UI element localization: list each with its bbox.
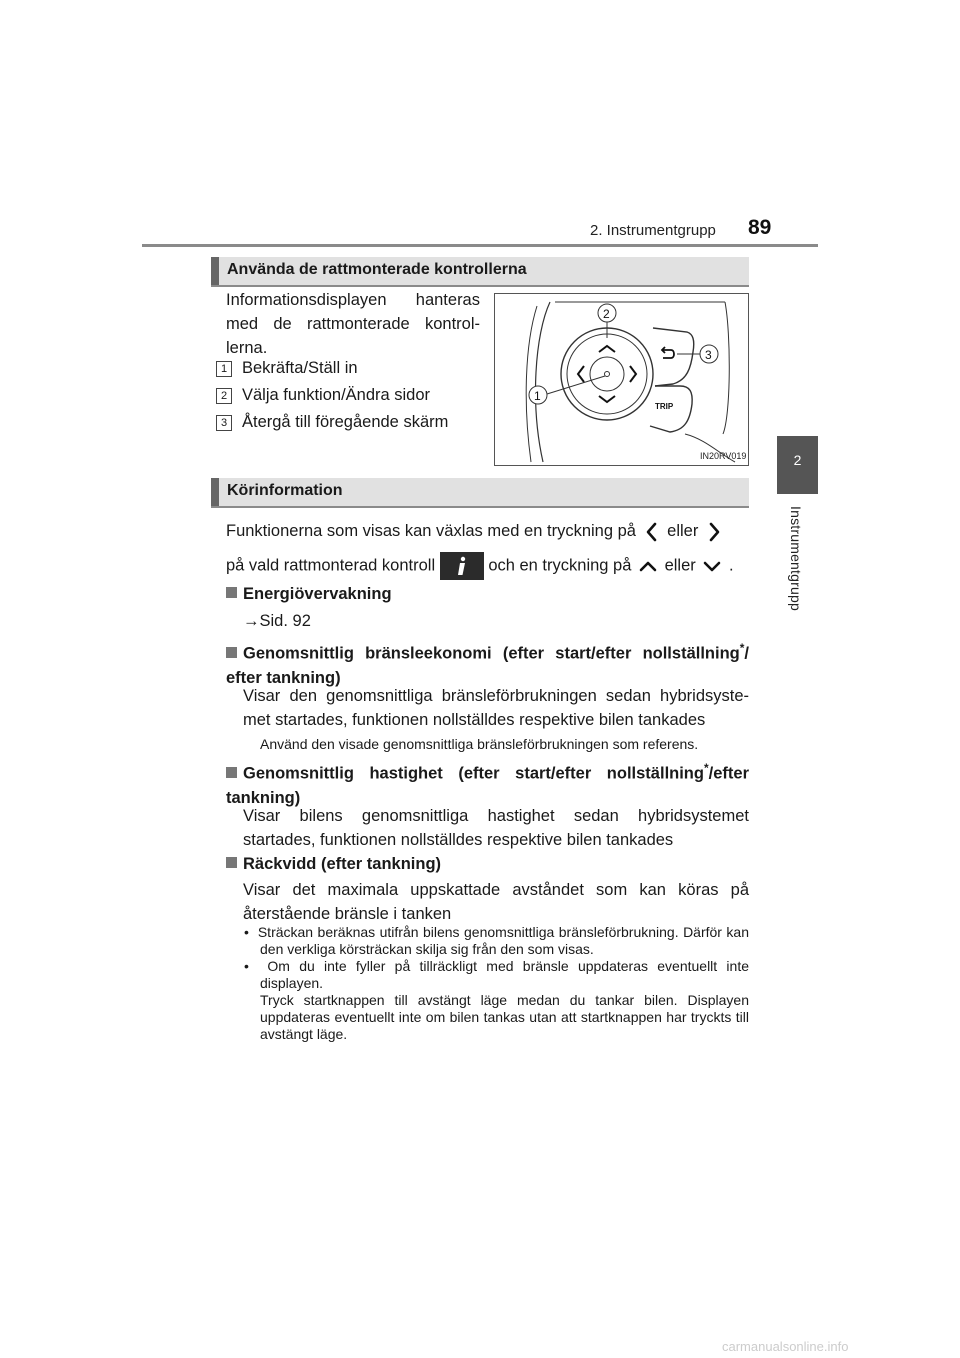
chapter-tab-label: Instrumentgrupp bbox=[788, 506, 804, 611]
chevron-down-icon bbox=[700, 556, 724, 576]
section-heading-controls bbox=[211, 257, 749, 285]
intro-paragraph: Informationsdisplayen hanteras med de rattmonterade kontrol-lerna. bbox=[226, 291, 480, 357]
list-item bbox=[216, 386, 430, 405]
trip-button-label: TRIP bbox=[655, 402, 674, 411]
list-item bbox=[216, 359, 358, 378]
page-number: 89 bbox=[748, 216, 772, 239]
chevron-left-icon bbox=[641, 520, 663, 544]
header-rule bbox=[142, 244, 818, 247]
switch-instructions-line-2: på vald rattmonterad kontroll och en tryckning på eller . bbox=[226, 552, 734, 580]
watermark: carmanualsonline.info bbox=[722, 1339, 849, 1354]
running-header-section: 2. Instrumentgrupp bbox=[590, 222, 716, 239]
list-item-text: Välja funktion/Ändra sidor bbox=[242, 386, 431, 404]
switch-instructions-line-1: Funktionerna som visas kan växlas med en tryckning på eller bbox=[226, 519, 725, 544]
steering-switch-illustration bbox=[495, 294, 748, 465]
figure-code: IN20RV019 bbox=[700, 451, 747, 461]
square-bullet-icon bbox=[226, 587, 237, 598]
item-body-speed: Visar bilens genomsnittliga hastighet sedan hybridsystemet startades, funktionen nollställdes respektive bilen tankades bbox=[243, 807, 749, 849]
item-body-range: Visar det maximala uppskattade avståndet som kan köras på återstående bränsle i tanken bbox=[243, 881, 749, 923]
chevron-right-icon bbox=[703, 520, 725, 544]
square-bullet-icon bbox=[226, 767, 237, 778]
section-heading-drive-info bbox=[211, 478, 749, 506]
item-heading-speed: Genomsnittlig hastighet (efter start/efter nollställning*/efter tankning) bbox=[226, 761, 749, 807]
callout-number: 2 bbox=[216, 388, 232, 404]
item-heading-range: Räckvidd (efter tankning) bbox=[226, 852, 749, 876]
chapter-tab-number: 2 bbox=[793, 452, 802, 468]
callout-number: 1 bbox=[216, 361, 232, 377]
item-heading-energy: Energiövervakning bbox=[226, 582, 749, 606]
section-title: Körinformation bbox=[227, 482, 343, 499]
list-item: • Om du inte fyller på tillräckligt med bränsle uppdateras eventuellt inte displayen. bbox=[244, 958, 749, 991]
steering-control-figure bbox=[494, 293, 749, 466]
list-item-text: Bekräfta/Ställ in bbox=[242, 359, 358, 377]
list-item-continuation: Tryck startknappen till avstängt läge medan du tankar bilen. Displayen uppdateras eventuellt inte om bilen tankas utan att startknappen har tryckts till avstängt läge. bbox=[260, 992, 749, 1042]
callout-number: 3 bbox=[216, 415, 232, 431]
list-item-text: Återgå till föregående skärm bbox=[242, 413, 449, 431]
list-item bbox=[216, 413, 448, 432]
figure-callout-1: 1 bbox=[534, 389, 541, 403]
item-heading-fuel: Genomsnittlig bränsleekonomi (efter start/efter nollställning*/ efter tankning) bbox=[226, 641, 749, 687]
info-icon bbox=[440, 552, 484, 580]
square-bullet-icon bbox=[226, 857, 237, 868]
chevron-up-icon bbox=[636, 556, 660, 576]
figure-callout-2: 2 bbox=[603, 307, 610, 321]
page-reference: →Sid. 92 bbox=[243, 612, 311, 630]
square-bullet-icon bbox=[226, 647, 237, 658]
section-title: Använda de rattmonterade kontrollerna bbox=[227, 261, 527, 278]
item-note-fuel: Använd den visade genomsnittliga bränsleförbrukningen som referens. bbox=[260, 736, 699, 752]
list-item: • Sträckan beräknas utifrån bilens genomsnittliga bränsleförbrukning. Därför kan den verkliga körsträckan skilja sig från den som visas. bbox=[244, 924, 750, 957]
figure-callout-3: 3 bbox=[705, 348, 712, 362]
item-body-fuel: Visar den genomsnittliga bränsleförbrukningen sedan hybridsyste-met startades, funktionen nollställdes respektive bilen tankades bbox=[243, 687, 749, 729]
range-notes bbox=[244, 924, 749, 1043]
